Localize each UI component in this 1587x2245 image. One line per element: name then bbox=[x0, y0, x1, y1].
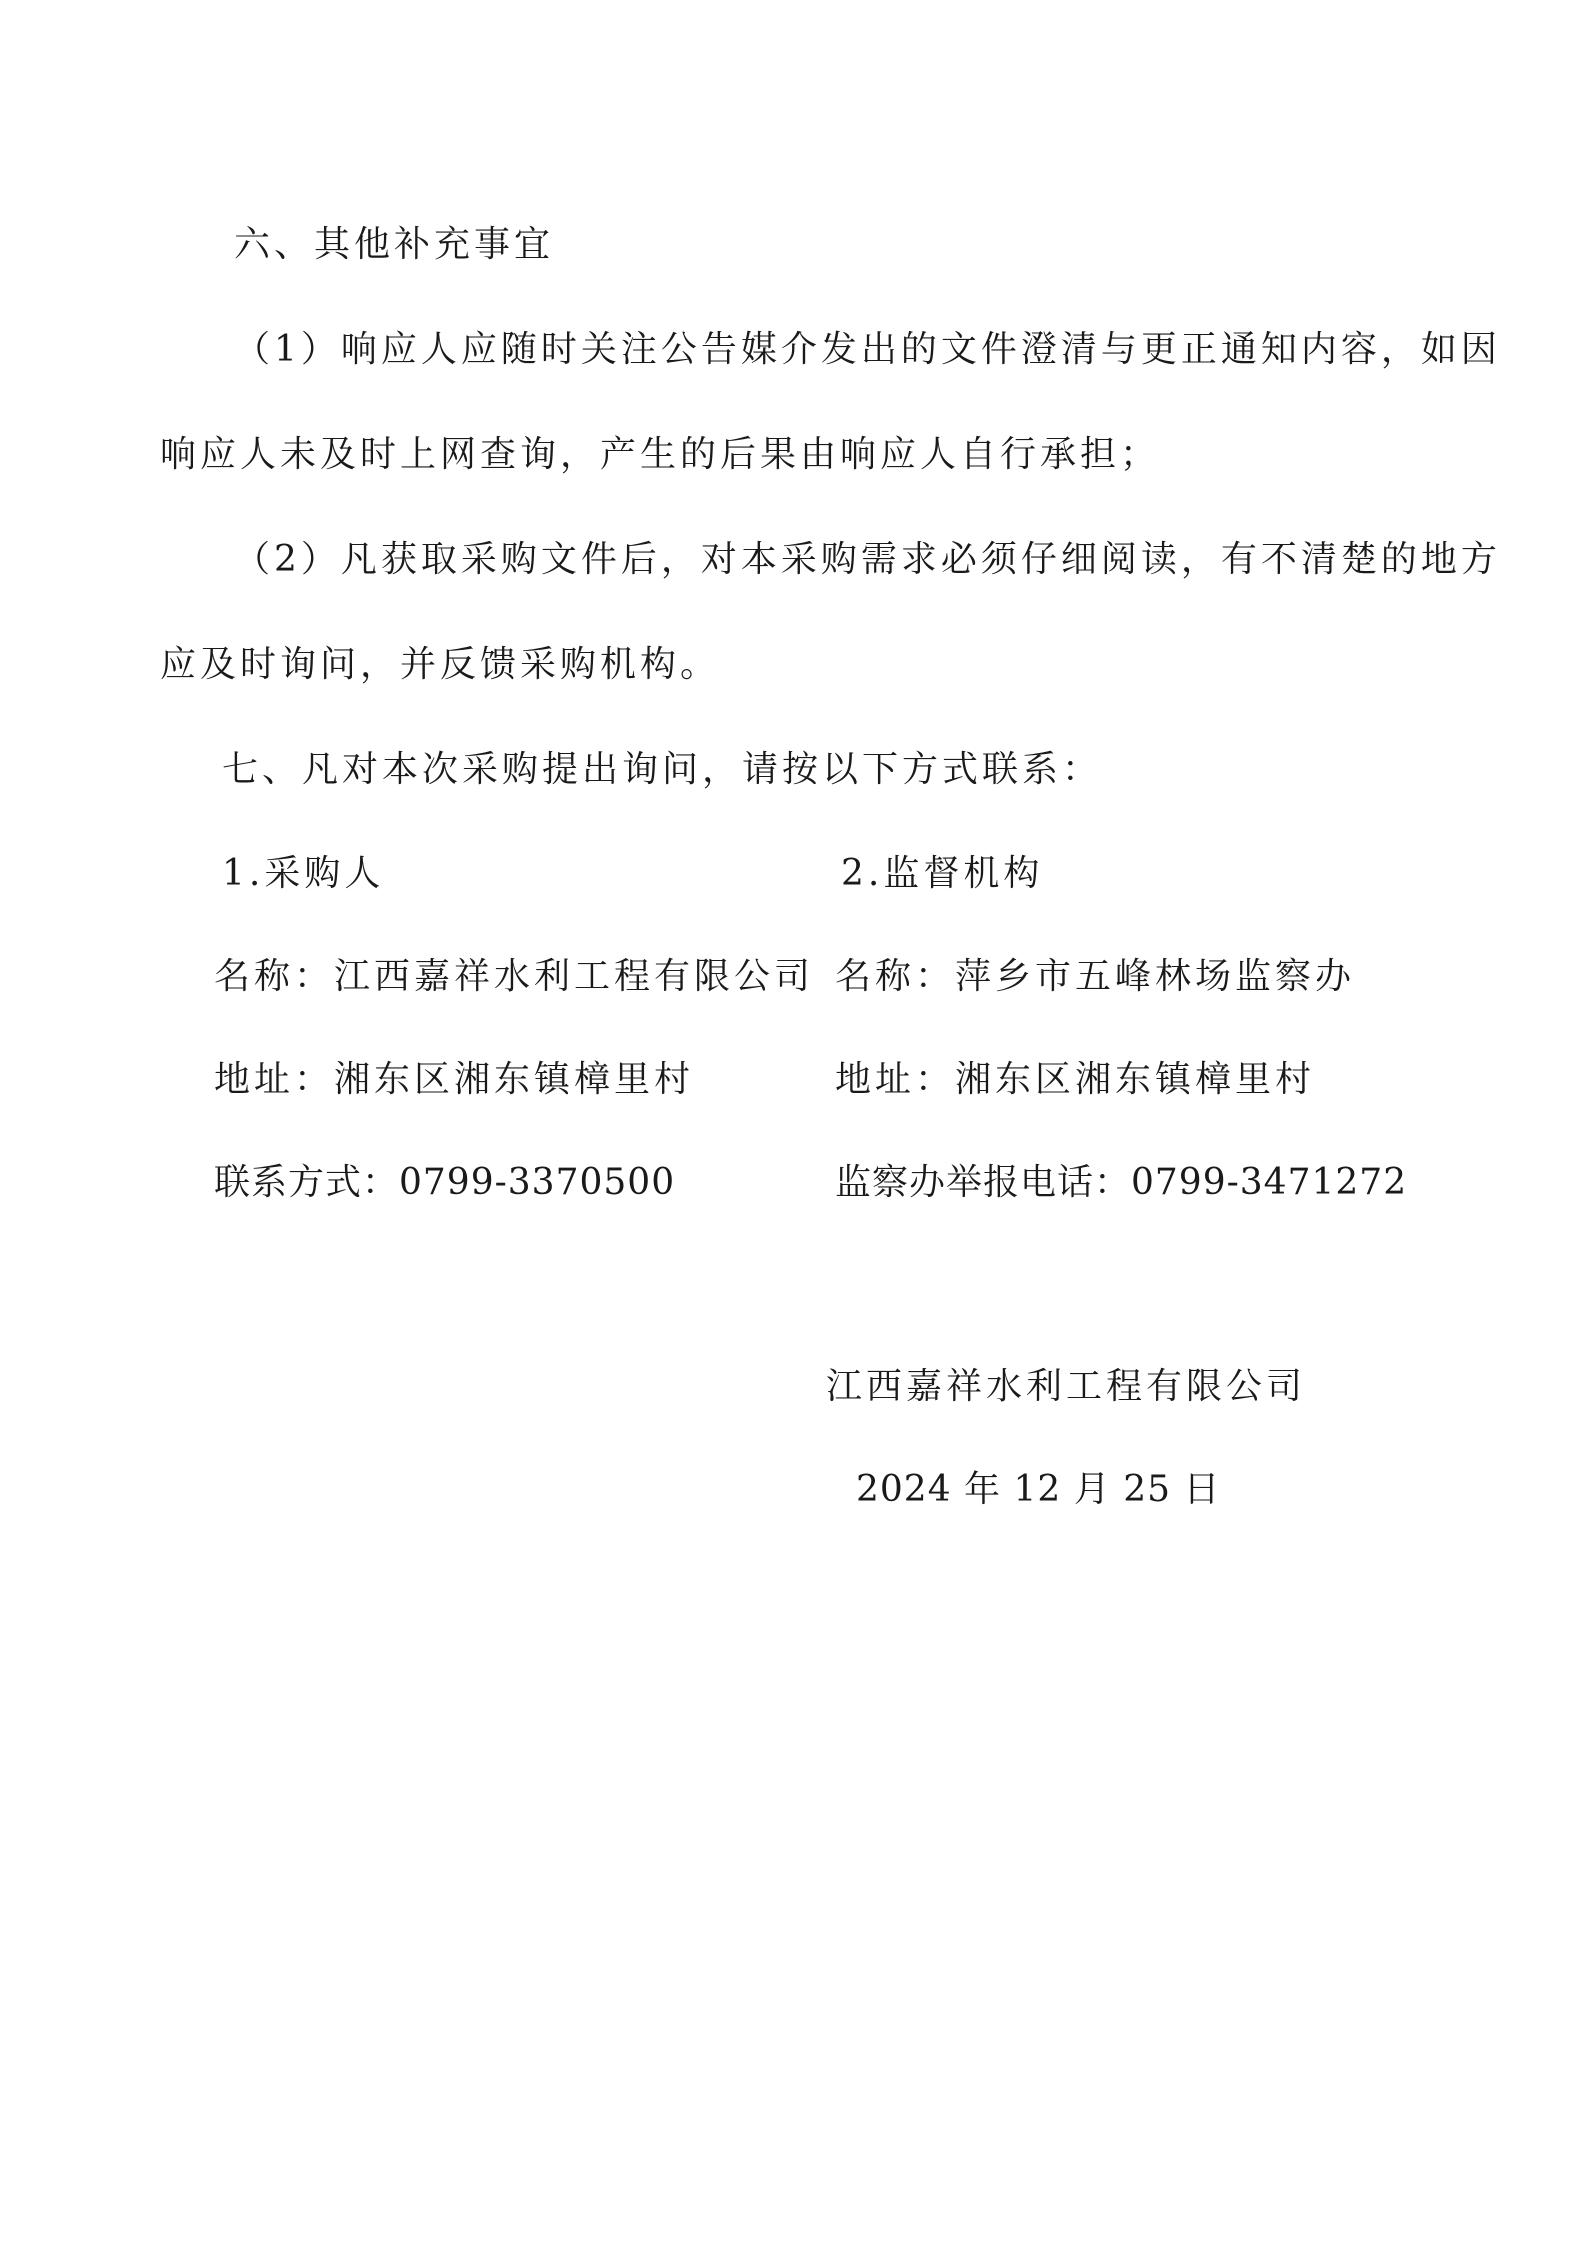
section-6-item-2-line-2: 应及时询问，并反馈采购机构。 bbox=[160, 644, 721, 685]
section-6-item-1-line-1: （1）响应人应随时关注公告媒介发出的文件澄清与更正通知内容，如因 bbox=[234, 329, 1501, 370]
supervisor-name: 名称：萍乡市五峰林场监察办 bbox=[835, 956, 1356, 997]
purchaser-phone: 联系方式：0799-3370500 bbox=[214, 1162, 676, 1203]
section-6-item-2-line-1: （2）凡获取采购文件后，对本采购需求必须仔细阅读，有不清楚的地方 bbox=[234, 539, 1501, 580]
signature-company: 江西嘉祥水利工程有限公司 bbox=[826, 1366, 1307, 1407]
section-6-heading: 六、其他补充事宜 bbox=[234, 224, 555, 265]
section-6-item-1-line-2: 响应人未及时上网查询，产生的后果由响应人自行承担； bbox=[160, 434, 1161, 475]
section-7-heading: 七、凡对本次采购提出询问，请按以下方式联系： bbox=[222, 749, 1103, 790]
signature-date: 2024 年 12 月 25 日 bbox=[856, 1469, 1221, 1510]
supervisor-title: 2.监督机构 bbox=[841, 853, 1044, 894]
purchaser-address: 地址：湘东区湘东镇樟里村 bbox=[214, 1059, 695, 1100]
purchaser-name: 名称：江西嘉祥水利工程有限公司 bbox=[214, 956, 815, 997]
supervisor-address: 地址：湘东区湘东镇樟里村 bbox=[835, 1059, 1316, 1100]
purchaser-title: 1.采购人 bbox=[222, 853, 385, 894]
supervisor-hotline: 监察办举报电话：0799-3471272 bbox=[835, 1162, 1408, 1203]
